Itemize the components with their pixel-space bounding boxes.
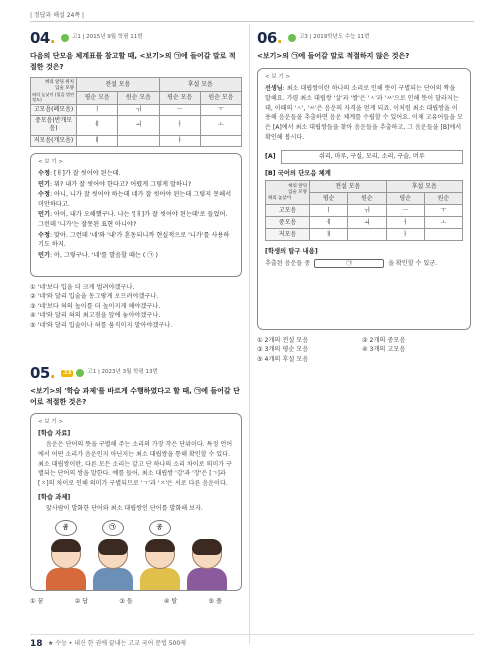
cell: ㅡ xyxy=(386,205,424,217)
question-number: 04. xyxy=(30,29,56,47)
cell: ㅟ xyxy=(348,205,386,217)
option[interactable]: ③ 돌 xyxy=(119,598,133,606)
answer-options xyxy=(30,283,242,331)
question-number: 06. xyxy=(257,29,283,47)
cell: ㅓ xyxy=(159,116,200,135)
section-heading: [학습 자료] xyxy=(38,429,71,437)
person-icon xyxy=(192,539,222,569)
section-heading: [학생의 탐구 내용] xyxy=(265,248,318,256)
option[interactable]: ② '네'와 달리 입술을 동그랗게 오므려야겠구나. xyxy=(30,293,159,301)
sub-header: 평순 xyxy=(386,193,424,205)
paragraph: 앞사람이 발화한 단어와 최소 대립쌍인 단어를 발화해 보자. xyxy=(46,505,203,513)
dialog-line: 수정: 맞아. 그런데 '네'와 '내'가 혼동되니까 현실적으로 '니가'를 사용하기도 하지. xyxy=(38,231,230,249)
option[interactable]: ① 꿈 xyxy=(30,598,44,606)
column-divider xyxy=(249,24,250,644)
row-header: 고모음 xyxy=(266,205,310,217)
cell: ㅡ xyxy=(159,105,200,116)
question-source: 고3 고1 | 2023년 3월 학평 13번 xyxy=(63,369,158,376)
back-vowel-header: 후설 모음 xyxy=(386,181,463,193)
box-label: < 보 기 > xyxy=(265,73,291,80)
option[interactable]: ④ 탈 xyxy=(163,598,178,606)
sub-header: 평순 모음 xyxy=(159,92,200,105)
example-box xyxy=(30,413,242,591)
row-header: 저모음(개모음) xyxy=(31,135,77,146)
cell xyxy=(348,229,386,241)
sub-header: 원순 모음 xyxy=(118,92,159,105)
cell: ㅚ xyxy=(348,217,386,229)
cell: ㅐ xyxy=(310,229,348,241)
cell: ㅣ xyxy=(77,105,118,116)
dialog-line: 민기: 아이, 내가 오해했구나. 나는 '[ㅐ]가 잘 씻어야 된는데'로 들었어. 그런데 '니가'는 잘못된 표현 아니야? xyxy=(38,211,228,229)
front-vowel-header: 전설 모음 xyxy=(310,181,387,193)
cell: ㅟ xyxy=(118,105,159,116)
cell xyxy=(424,229,462,241)
question-source: 고3 | 2019학년도 수능 11번 xyxy=(288,34,370,42)
person-2 xyxy=(93,520,133,590)
person-icon xyxy=(98,539,128,569)
option[interactable]: ② 답 xyxy=(74,598,89,606)
row-header: 저모음 xyxy=(266,229,310,241)
person-3 xyxy=(140,520,180,590)
word-list: 쉬리, 마루, 구실, 모리, 소리, 구슬, 머루 xyxy=(281,150,463,164)
difficulty-badge: 고3 xyxy=(63,369,72,376)
question-06 xyxy=(257,28,471,365)
word-set-A: [A] 쉬리, 마루, 구실, 모리, 소리, 구슬, 머루 xyxy=(265,150,463,164)
dialog-line: 수정: 아니, 니가 잘 씻어야 하는데 네가 잘 씻어야 된는데 그렇지 못해서 미안하다고. xyxy=(38,191,232,208)
question-05 xyxy=(30,363,242,607)
option[interactable]: ③ '네'보다 혀의 높이를 더 높이지게 해야겠구나. xyxy=(30,302,161,310)
option[interactable]: ① '네'보다 입을 더 크게 벌려야겠구나. xyxy=(30,283,135,291)
option[interactable]: ④ 3개의 고모음 xyxy=(362,346,406,354)
cell: ㅚ xyxy=(118,116,159,135)
cell: ㅔ xyxy=(310,217,348,229)
question-04 xyxy=(30,28,242,331)
cell: ㅐ xyxy=(77,135,118,146)
person-1 xyxy=(46,520,86,590)
person-icon xyxy=(145,539,175,569)
box-label: < 보 기 > xyxy=(38,419,64,426)
cell: ㅗ xyxy=(200,116,241,135)
dialog-line: 수정: [ㅐ]가 잘 씻어야 된는데. xyxy=(38,170,121,178)
example-box xyxy=(30,153,242,277)
cell xyxy=(118,135,159,146)
option[interactable]: ⑤ 풀 xyxy=(208,598,222,606)
sub-header: 원순 xyxy=(424,193,462,205)
teacher-speech: 선생님: 최소 대립쌍이란 하나의 소리로 인해 뜻이 구별되는 단어의 짝을 말해요. 가령 최소 대립쌍 '살'과 '쌀'은 'ㅅ'과 'ㅆ'으로 인해 뜻이 달라지는데, 이때의 'ㅅ', 'ㅆ'은 음운의 자격을 얻게 되죠. 이처럼 최소 대립쌍을 이용해 음운들을 추출하면 음운 체계를 수립할 수 있어요. 이제 고유어들을 모은 [A]에서 최소 대립쌍들을 찾아 음운들을 추출하고, 그 음운들을 [B]에서 확인해 봅시다. xyxy=(265,85,463,141)
vowel-table xyxy=(265,180,463,241)
question-number: 05. xyxy=(30,364,56,382)
book-title: ★ 수능 • 내신 한 권에 끝내는 고교 국어 문법 500제 xyxy=(48,640,186,647)
speech-bubble: 곰 xyxy=(55,520,77,536)
table-corner: 혀의 앞뒤 위치 입술 모양 혀의 높낮이 (입을 벌린 정도) xyxy=(31,78,77,105)
sub-header: 평순 xyxy=(310,193,348,205)
illustration xyxy=(38,520,234,590)
difficulty-icon xyxy=(61,34,69,42)
box-label: < 보 기 > xyxy=(38,158,64,165)
row-header: 중모음(반개모음) xyxy=(31,116,77,135)
back-vowel-header: 후설 모음 xyxy=(159,78,242,92)
question-text: <보기>의 ㉠에 들어갈 말로 적절하지 않은 것은? xyxy=(257,52,410,61)
person-icon xyxy=(51,539,81,569)
cell: ㅜ xyxy=(200,105,241,116)
sub-header: 원순 xyxy=(348,193,386,205)
option[interactable]: ② 2개의 중모음 xyxy=(362,336,406,344)
answer-blank: ㉠ xyxy=(314,259,384,268)
person-4 xyxy=(187,520,227,590)
example-box xyxy=(257,68,471,330)
cell: ㅔ xyxy=(77,116,118,135)
option[interactable]: ④ '네'와 달리 혀의 최고점을 앞에 놓아야겠구나. xyxy=(30,312,161,320)
answer-page-tag: | 정답과 해설 24쪽 | xyxy=(30,12,85,19)
difficulty-icon xyxy=(288,34,296,42)
vowel-table xyxy=(30,77,242,146)
paragraph: 음운은 단어의 뜻을 구별해 주는 소리의 가장 작은 단위이다. 특정 언어에서 어떤 소리가 음운인지 아닌지는 최소 대립쌍을 통해 확인할 수 있다. 최소 대립쌍이란, 다른 모든 소리는 같고 단 하나의 소리 차이로 의미가 구별되는 단어의 쌍을 말한다. 예를 들어, 최소 대립쌍 '강'과 '장'은 [ㄱ]과 [ㅈ]의 차이로 인해 의미가 구별되므로 'ㄱ'과 'ㅈ'은 서로 다른 음운이다. xyxy=(38,441,233,488)
cell: ㅓ xyxy=(386,217,424,229)
dialog-line: 민기: 뭐? 내가 잘 씻어야 한다고? 어렸게 그렇게 말하니? xyxy=(38,180,192,188)
page-number: 18 xyxy=(30,639,43,649)
cell xyxy=(200,135,241,146)
option[interactable]: ⑤ '네'와 달리 입술이나 혀를 움직이지 말아야겠구나. xyxy=(30,322,173,330)
cell: ㅏ xyxy=(159,135,200,146)
question-text: <보기>의 '학습 과제'를 바르게 수행하였다고 할 때, ㉠에 들어갈 단어로 적절한 것은? xyxy=(30,387,240,406)
question-text: 다음의 단모음 체계표를 참고할 때, <보기>의 ㉠에 들어갈 말로 적절한 것은? xyxy=(30,52,236,71)
section-heading: [학습 과제] xyxy=(38,493,71,501)
speech-bubble: ㉠ xyxy=(102,520,124,536)
dialog-line: 민기: 아, 그렇구나. '네'를 발음할 때는 ( ㉠ ) xyxy=(38,251,158,259)
sub-header: 평순 모음 xyxy=(77,92,118,105)
row-header: 고모음(폐모음) xyxy=(31,105,77,116)
table-corner: 혀의 앞뒤 입술 모양 혀의 높낮이 xyxy=(266,181,310,205)
option[interactable]: ③ 3개의 평순 모음 xyxy=(257,346,309,354)
section-heading: [B] 국어의 단모음 체계 xyxy=(265,169,331,177)
question-source: 고1 | 2015년 9월 학평 11번 xyxy=(61,34,142,42)
cell: ㅜ xyxy=(424,205,462,217)
speech-bubble: 공 xyxy=(149,520,171,536)
footer-divider xyxy=(30,634,474,635)
top-divider xyxy=(30,21,474,22)
option[interactable]: ① 2개의 전설 모음 xyxy=(257,336,309,344)
answer-options xyxy=(257,336,471,365)
cell: ㅣ xyxy=(310,205,348,217)
front-vowel-header: 전설 모음 xyxy=(77,78,160,92)
research-line: 추출된 음운들 중 ㉠ 을 확인할 수 있군. xyxy=(265,259,438,268)
difficulty-icon xyxy=(76,369,84,377)
row-header: 중모음 xyxy=(266,217,310,229)
answer-options xyxy=(30,597,242,607)
cell: ㅏ xyxy=(386,229,424,241)
option[interactable]: ⑤ 4개의 후설 모음 xyxy=(257,355,309,363)
sub-header: 원순 모음 xyxy=(200,92,241,105)
cell: ㅗ xyxy=(424,217,462,229)
